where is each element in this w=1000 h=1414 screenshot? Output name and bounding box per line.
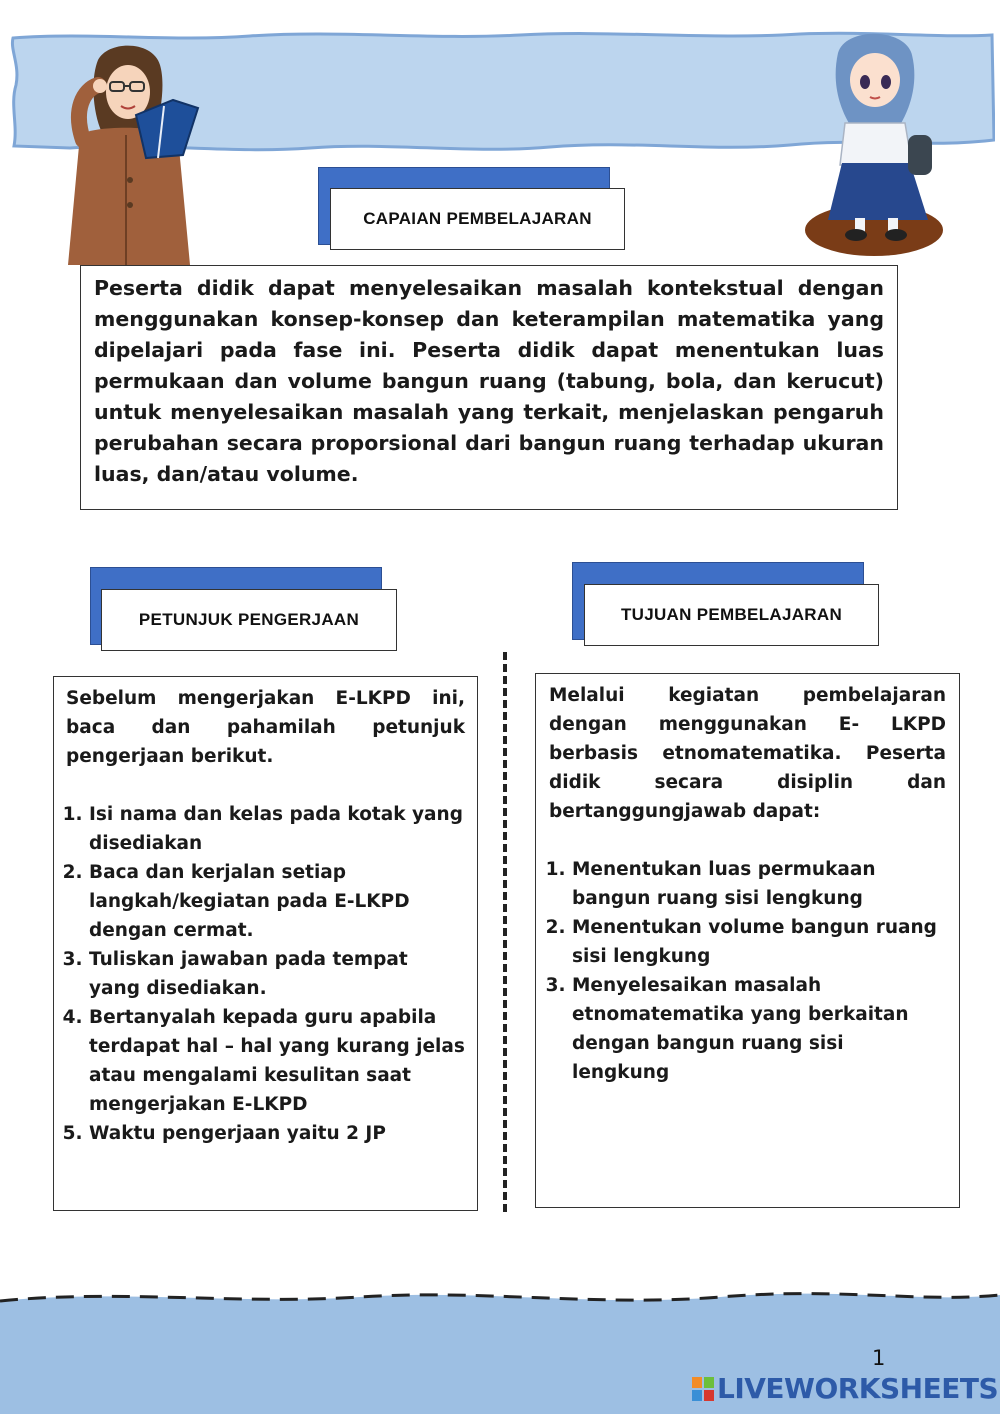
list-item: 4. Bertanyalah kepada guru apabila terdapat hal – hal yang kurang jelas atau mengalami kesulitan saat mengerjakan E-LKPD: [89, 1003, 465, 1119]
capaian-text: Peserta didik dapat menyelesaikan masalah kontekstual dengan menggunakan konsep-konsep dan keterampilan matematika yang dipelajari pada fase ini. Peserta didik dapat menentukan luas permukaan dan volume bangun ruang (tabung, bola, dan kerucut) untuk menyelesaikan masalah yang terkait, menjelaskan pengaruh perubahan secara proporsional dari bangun ruang terhadap ukuran luas, dan/atau volume.: [94, 276, 884, 486]
list-item: 3. Tuliskan jawaban pada tempat yang disediakan.: [89, 945, 465, 1003]
tujuan-heading: [572, 562, 882, 648]
tujuan-box: [535, 673, 960, 1208]
capaian-box: [80, 265, 898, 510]
teacher-illustration: [58, 40, 206, 265]
petunjuk-intro: Sebelum mengerjakan E-LKPD ini, baca dan pahamilah petunjuk pengerjaan berikut.: [66, 688, 465, 767]
list-item: 5. Waktu pengerjaan yaitu 2 JP: [89, 1119, 465, 1148]
tujuan-list: [549, 855, 946, 1087]
petunjuk-heading-label: PETUNJUK PENGERJAAN: [101, 589, 397, 651]
brand-text: LIVEWORKSHEETS: [717, 1372, 999, 1405]
petunjuk-list: [66, 800, 465, 1148]
capaian-heading: [318, 167, 628, 251]
tujuan-heading-label: TUJUAN PEMBELAJARAN: [584, 584, 879, 646]
column-divider: [503, 652, 507, 1212]
liveworksheets-brand: [692, 1372, 998, 1405]
liveworksheets-logo-icon: [692, 1377, 714, 1401]
petunjuk-box: [53, 676, 478, 1211]
list-item: 2. Menentukan volume bangun ruang sisi lengkung: [572, 913, 946, 971]
list-item: 1. Isi nama dan kelas pada kotak yang disediakan: [89, 800, 465, 858]
student-illustration: [800, 25, 950, 260]
list-item: 3. Menyelesaikan masalah etnomatematika yang berkaitan dengan bangun ruang sisi lengkung: [572, 971, 946, 1087]
tujuan-intro: Melalui kegiatan pembelajaran dengan menggunakan E- LKPD berbasis etnomatematika. Peserta didik secara disiplin dan bertanggungjawab dapat:: [549, 685, 946, 822]
petunjuk-heading: [90, 567, 400, 653]
page-number: 1: [872, 1346, 886, 1370]
capaian-heading-label: CAPAIAN PEMBELAJARAN: [330, 188, 625, 250]
list-item: 2. Baca dan kerjalan setiap langkah/kegiatan pada E-LKPD dengan cermat.: [89, 858, 465, 945]
list-item: 1. Menentukan luas permukaan bangun ruang sisi lengkung: [572, 855, 946, 913]
